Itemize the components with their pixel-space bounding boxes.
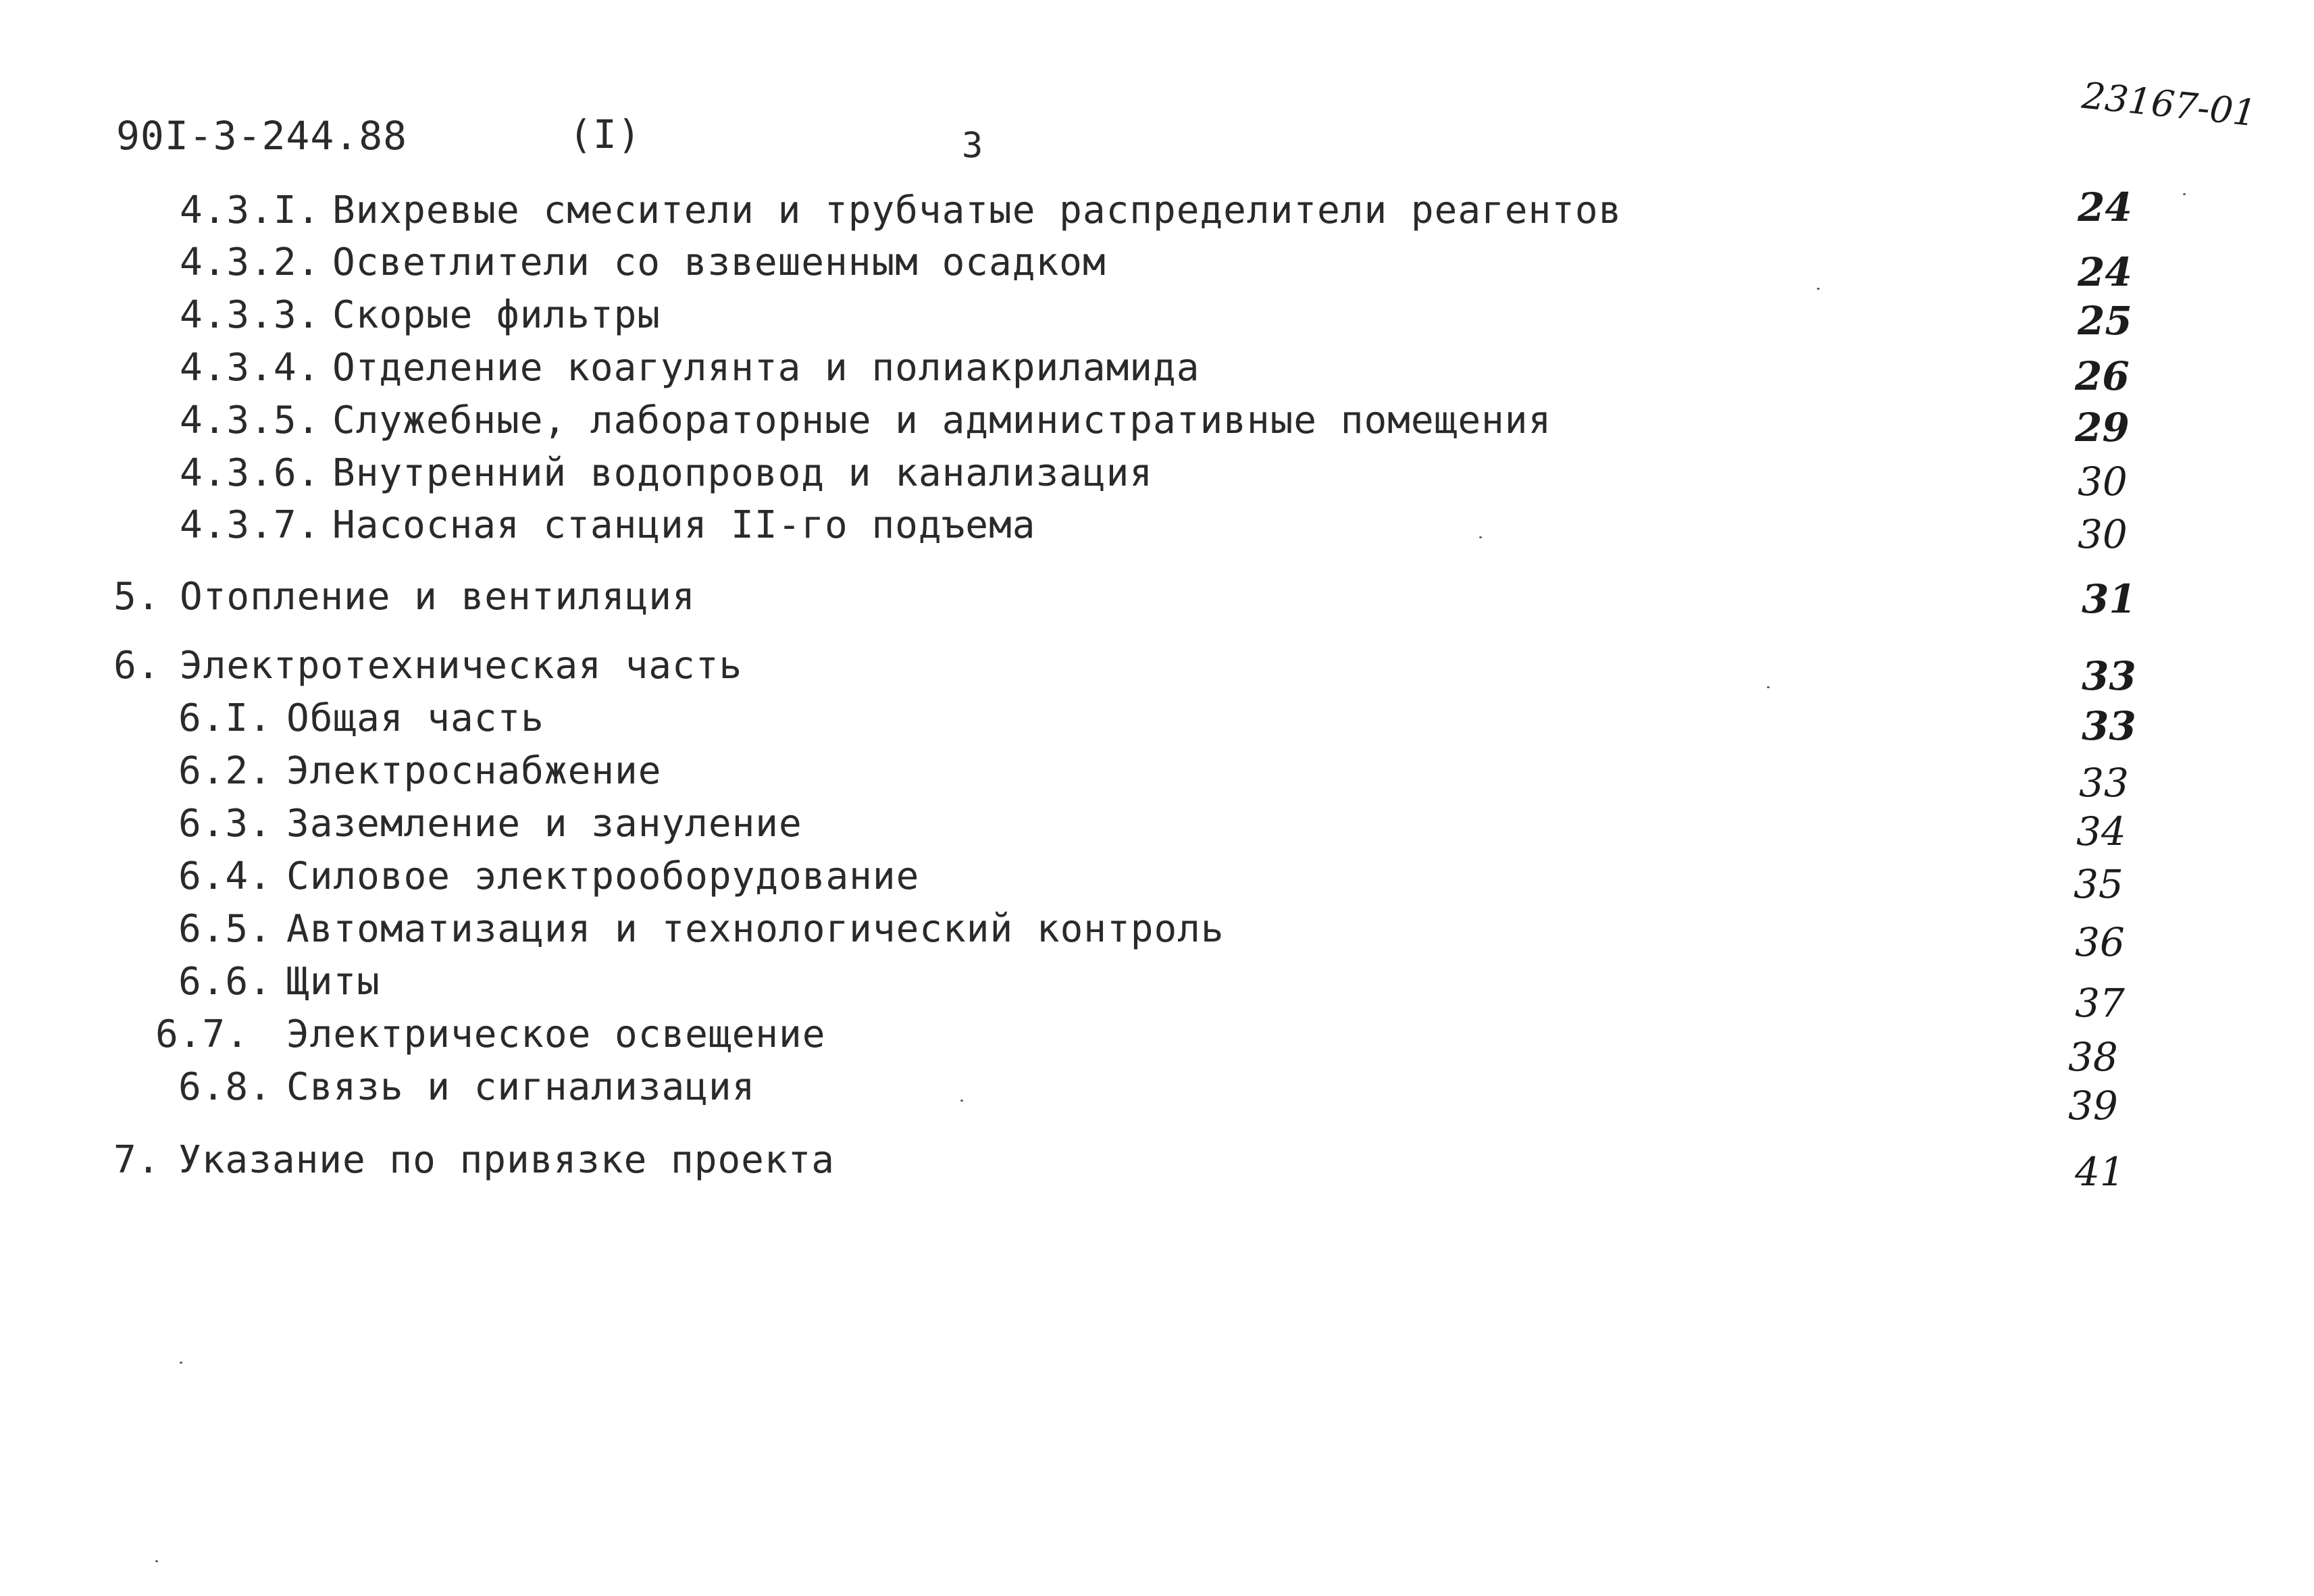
toc-entry-page: 34 xyxy=(2076,808,2126,854)
toc-entry-page: 41 xyxy=(2075,1149,2125,1195)
toc-entry-page: 33 xyxy=(2082,703,2136,749)
scan-speck xyxy=(960,1100,963,1102)
toc-entry-page: 35 xyxy=(2074,861,2124,907)
toc-entry-page: 33 xyxy=(2082,653,2136,699)
toc-entry-number: 6.6. xyxy=(178,960,272,1004)
scan-speck xyxy=(155,1560,158,1562)
toc-section-title: Электротехническая часть xyxy=(180,644,743,688)
toc-entry-page: 31 xyxy=(2082,576,2136,622)
toc-entry-number: 6.7. xyxy=(155,1012,249,1056)
toc-entry-page: 24 xyxy=(2078,184,2132,230)
scan-speck xyxy=(1817,288,1820,290)
toc-entry-number: 4.3.5. xyxy=(180,398,321,442)
toc-entry-number: 4.3.3. xyxy=(180,293,321,337)
toc-entry-title: Щиты xyxy=(286,960,380,1004)
toc-entry-number: 6.8. xyxy=(178,1065,272,1109)
scan-speck xyxy=(180,1362,182,1364)
toc-entry-title: Служебные, лабораторные и административные помещения xyxy=(332,398,1552,442)
toc-entry-number: 6.4. xyxy=(178,854,272,898)
toc-entry-number: 4.3.2. xyxy=(180,240,321,284)
toc-entry-page: 37 xyxy=(2075,980,2125,1026)
toc-section-number: 5. xyxy=(113,575,161,619)
toc-entry-title: Силовое электрооборудование xyxy=(286,854,920,898)
toc-section-number: 6. xyxy=(113,644,161,688)
toc-entry-number: 4.3.4. xyxy=(180,346,321,390)
toc-entry-title: Электрическое освещение xyxy=(286,1012,826,1056)
toc-entry-page: 26 xyxy=(2075,353,2130,399)
toc-entry-title: Электроснабжение xyxy=(286,749,662,793)
toc-section-title: Отопление и вентиляция xyxy=(180,575,696,619)
toc-entry-title: Общая часть xyxy=(286,696,544,740)
toc-entry-page: 39 xyxy=(2068,1083,2118,1129)
toc-entry-title: Связь и сигнализация xyxy=(286,1065,756,1109)
toc-entry-page: 38 xyxy=(2068,1034,2118,1080)
toc-entry-number: 4.3.6. xyxy=(180,451,321,495)
toc-entry-page: 29 xyxy=(2075,405,2130,451)
toc-entry-number: 4.3.I. xyxy=(180,188,321,232)
toc-entry-number: 6.3. xyxy=(178,802,272,846)
toc-entry-page: 33 xyxy=(2079,760,2129,806)
document-code: 90I-3-244.88 xyxy=(116,113,408,159)
toc-entry-page: 36 xyxy=(2075,919,2125,965)
toc-entry-number: 6.I. xyxy=(178,696,272,740)
stamp-number: 23167-01 xyxy=(2080,74,2259,135)
scan-speck xyxy=(2183,193,2186,195)
toc-entry-title: Скорые фильтры xyxy=(332,293,661,337)
toc-entry-number: 4.3.7. xyxy=(180,503,321,547)
toc-section-number: 7. xyxy=(113,1138,161,1182)
document-part: (I) xyxy=(569,111,642,157)
toc-entry-page: 30 xyxy=(2078,511,2128,557)
toc-entry-title: Заземление и зануление xyxy=(286,802,802,846)
toc-entry-page: 30 xyxy=(2078,459,2128,505)
toc-entry-title: Внутренний водопровод и канализация xyxy=(332,451,1154,495)
toc-entry-number: 6.2. xyxy=(178,749,272,793)
toc-entry-title: Автоматизация и технологический контроль xyxy=(286,907,1225,951)
toc-entry-title: Вихревые смесители и трубчатые распределители реагентов xyxy=(332,188,1622,232)
toc-entry-number: 6.5. xyxy=(178,907,272,951)
toc-section-title: Указание по привязке проекта xyxy=(178,1138,835,1182)
scan-speck xyxy=(1767,686,1770,688)
toc-entry-page: 25 xyxy=(2078,298,2132,344)
scan-speck xyxy=(1479,536,1482,538)
toc-entry-title: Осветлители со взвешенным осадком xyxy=(332,240,1106,284)
toc-entry-title: Насосная станция II-го подъема xyxy=(332,503,1036,547)
page-number: 3 xyxy=(962,126,984,166)
toc-entry-page: 24 xyxy=(2078,249,2132,295)
toc-entry-title: Отделение коагулянта и полиакриламида xyxy=(332,346,1200,390)
